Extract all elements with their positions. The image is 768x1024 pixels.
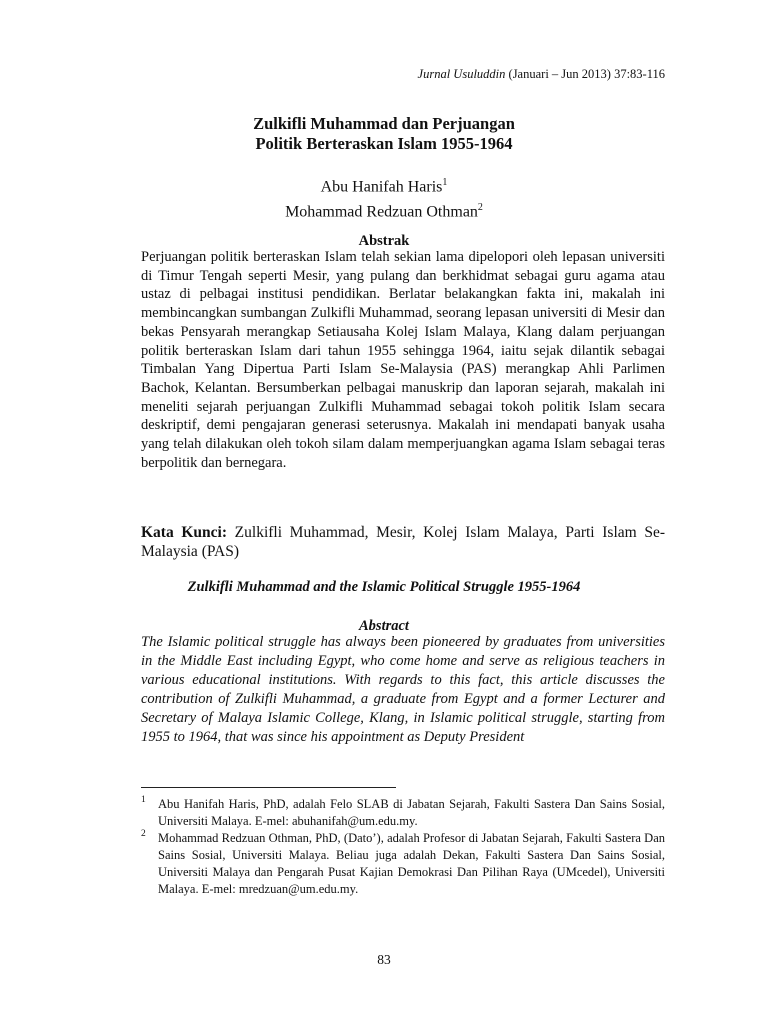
journal-citation: (Januari – Jun 2013) 37:83-116 [508,67,665,81]
journal-name: Jurnal Usuluddin [417,67,506,81]
title-line-2: Politik Berteraskan Islam 1955-1964 [255,134,513,153]
keywords-text: Zulkifli Muhammad, Mesir, Kolej Islam Malaya, Parti Islam Se-Malaysia (PAS) [141,524,665,560]
footnote-mark: 1 [141,795,146,805]
english-title: Zulkifli Muhammad and the Islamic Political Struggle 1955-1964 [187,579,581,595]
footnote-text: Mohammad Redzuan Othman, PhD, (Dato’), adalah Profesor di Jabatan Sejarah, Fakulti Sastera Dan Sains Sosial, Universiti Malaya. Beliau juga adalah Dekan, Fakulti Sastera Dan Sains Sosial, Universiti Malaya dan Pengarah Pusat Kajian Demokrasi Dan Pilihan Raya (UMcedel), Universiti Malaya. E-mel: mredzuan@um.edu.my. [158,830,665,896]
page-number: 83 [377,952,391,967]
abstrak-text: Perjuangan politik berteraskan Islam telah sekian lama dipelopori oleh lepasan universiti di Timur Tengah seperti Mesir, yang pulang dan berkhidmat sebagai guru agama atau ustaz di pelbagai institusi pendidikan. Berlatar belakangkan fakta ini, makalah ini membincangkan sumbangan Zulkifli Muhammad, seorang lepasan universiti di Mesir dan bekas Pensyarah merangkap Setiausaha Kolej Islam Malaya, Klang dalam perjuangan politik berteraskan Islam dari tahun 1955 sehingga 1964, iaitu sejak dilantik sebagai Timbalan Yang Dipertua Parti Islam Se-Malaysia (PAS) merangkap Ahli Parlimen Bachok, Kelantan. Bersumberkan pelbagai manuskrip dan laporan sejarah, makalah ini meneliti sejarah perjuangan Zulkifli Muhammad sebagai tokoh politik Islam secara deskriptif, demi pengajaran generasi seterusnya. Makalah ini mendapati banyak usaha yang telah dilakukan oleh tokoh silam dalam memperjuangkan agama Islam sebagai teras berpolitik dan bernegara. [141,249,665,471]
footnote-separator [141,787,396,788]
abstrak-heading: Abstrak [358,233,410,249]
author-2 [0,197,768,222]
article-title [0,114,768,154]
author-list [0,172,768,223]
author-1 [0,172,768,197]
footnote-text: Abu Hanifah Haris, PhD, adalah Felo SLAB di Jabatan Sejarah, Fakulti Sastera Dan Sains Sosial, Universiti Malaya. E-mel: abuhanifah@um.edu.my. [158,797,665,828]
abstract-text: The Islamic political struggle has always been pioneered by graduates from universities in the Middle East including Egypt, who come home and serve as religious teachers in various educational institutions. With regards to this fact, this article discusses the contribution of Zulkifli Muhammad, a graduate from Egypt and a former Lecturer and Secretary of Malaya Islamic College, Klang, in Islamic political struggle, starting from 1955 to 1964, that was since his appointment as Deputy President [141,634,665,745]
title-line-1: Zulkifli Muhammad dan Perjuangan [253,114,515,133]
abstract-heading: Abstract [359,618,409,634]
footnote-2 [141,830,665,898]
footnote-ref[interactable]: 1 [442,177,448,188]
keywords [141,523,665,561]
footnote-ref[interactable]: 2 [477,202,483,214]
footnote-mark: 2 [141,828,146,839]
author-name: Mohammad Redzuan Othman [285,203,478,221]
footnotes [141,796,665,897]
keywords-label: Kata Kunci: [141,524,228,541]
running-header [418,67,665,82]
author-name: Abu Hanifah Haris [320,178,443,196]
footnote-1 [141,796,665,830]
